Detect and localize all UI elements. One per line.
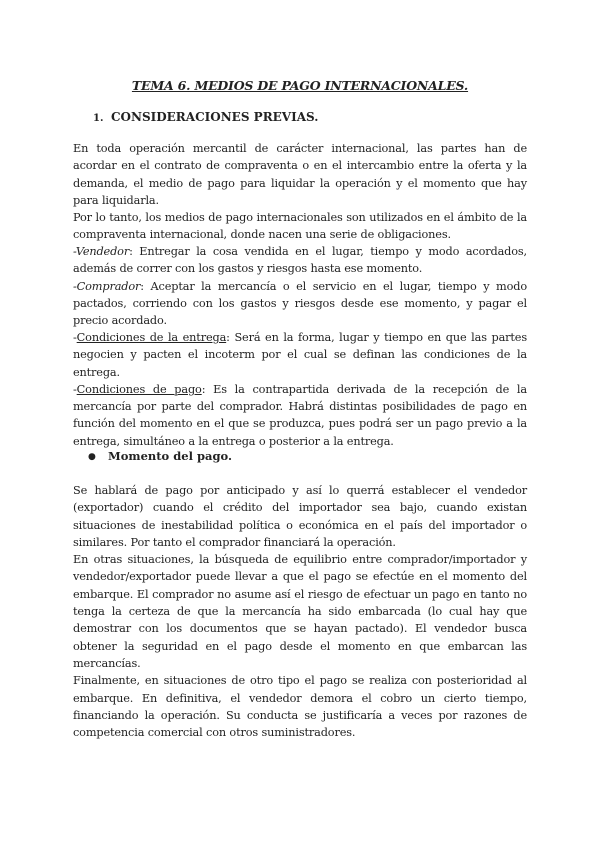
vendedor-paragraph [73,243,527,278]
momento-paragraph-2: En otras situaciones, la búsqueda de equilibrio entre comprador/importador y vendedor/exportador puede llevar a que el pago se efectúe en el momento del embarque. El comprador no asume así el riesgo de efectuar un pago en tanto no tenga la certeza de que la mercancía ha sido embarcada (lo cual hay que demostrar con los documentos que se hayan pactado). El vendedor busca obtener la seguridad en el pago desde el momento en que embarcan las mercancías. [73,553,527,670]
pago-paragraph [73,381,527,450]
bullet-heading-text: Momento del pago. [108,449,232,463]
entrega-paragraph [73,329,527,381]
vendedor-text: : Entregar la cosa vendida en el lugar, tiempo y modo acordados, además de correr con los gastos y riesgos hasta ese momento. [73,245,527,276]
comprador-text: : Aceptar la mercancía o el servicio en el lugar, tiempo y modo pactados, corriendo con los gastos y riesgos desde ese momento, y pagar el precio acordado. [73,279,527,328]
intro-paragraph-2: Por lo tanto, los medios de pago internacionales son utilizados en el ámbito de la compraventa internacional, donde nacen una serie de obligaciones. [73,211,527,242]
bullet-heading [88,449,232,463]
pago-text: : Es la contrapartida derivada de la recepción de la mercancía por parte del comprador. Habrá distintas posibilidades de pago en función del momento en el que se produzca, pues podrá ser un pago previo a la entrega, simultáneo a la entrega o posterior a la entrega. [73,382,527,448]
page-title: TEMA 6. MEDIOS DE PAGO INTERNACIONALES. [131,78,469,93]
entrega-prefix: - [73,331,77,344]
momento-paragraph-3: Finalmente, en situaciones de otro tipo el pago se realiza con posterioridad al embarque. En definitiva, el vendedor demora el cobro un cierto tiempo, financiando la operación. Su conducta se justificaría a veces por razones de competencia comercial con otros suministradores. [73,674,527,740]
comprador-label: -Comprador [73,279,141,293]
pago-prefix: - [73,382,77,396]
section-title: CONSIDERACIONES PREVIAS. [111,110,319,124]
entrega-label: Condiciones de la entrega [76,331,227,344]
momento-block [73,482,527,741]
momento-paragraph-1: Se hablará de pago por anticipado y así lo querrá establecer el vendedor (exportador) cuando el crédito del importador sea bajo, cuando existan situaciones de inestabilidad política o económica en el país del importador o similares. Por tanto el comprador financiará la operación. [73,484,527,549]
bullet-icon: ● [88,452,96,462]
conditions-block [73,329,527,450]
entrega-text: : Será en la forma, lugar y tiempo en que las partes negocien y pacten el incoterm por el cual se definan las condiciones de la entrega. [73,331,527,379]
vendedor-label: -Vendedor [73,245,130,258]
section-heading [93,110,318,124]
intro-block [73,140,527,244]
section-number: 1. [93,113,104,124]
comprador-paragraph [73,278,527,330]
intro-paragraph-1: En toda operación mercantil de carácter internacional, las partes han de acordar en el contrato de compraventa o en el intercambio entre la oferta y la demanda, el medio de pago para liquidar la operación y el momento que hay para liquidarla. [73,142,527,207]
pago-label: Condiciones de pago [76,382,202,396]
roles-block [73,243,527,329]
